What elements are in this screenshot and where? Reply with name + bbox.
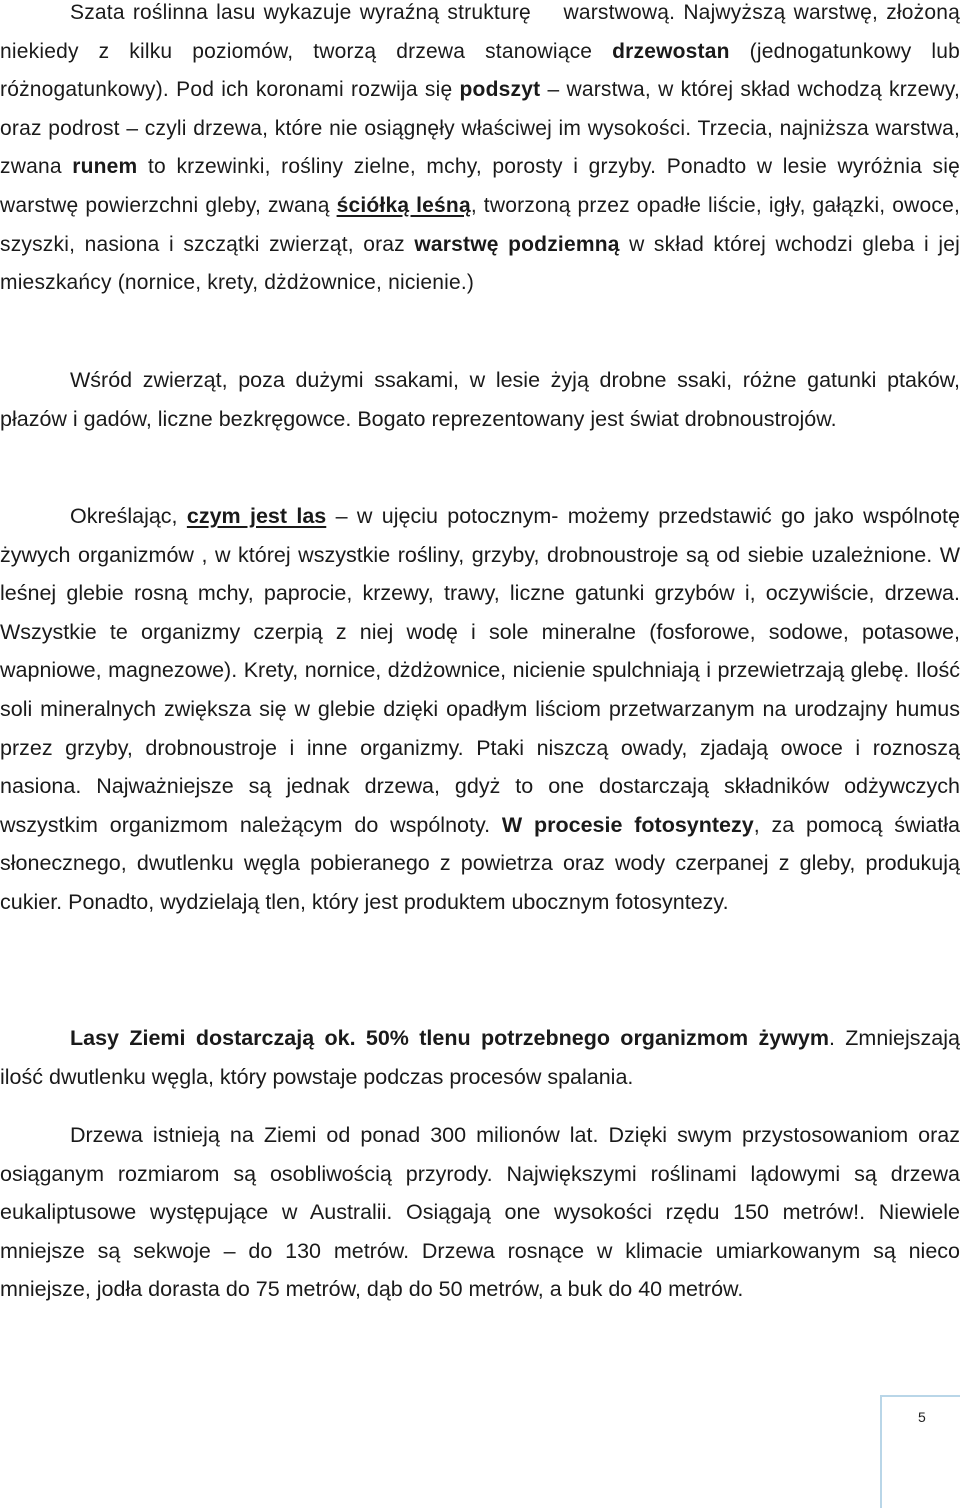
paragraph-trees <box>0 1116 960 1309</box>
term-drzewostan: drzewostan <box>612 39 730 63</box>
text-segment: – w ujęciu potocznym- możemy przedstawić go jako wspólnotę żywych organizmów , w której wszystkie rośliny, grzyby, drobnoustroje są od siebie uzależnione. W leśnej glebie rosną mchy, paprocie, krzewy, trawy, liczne gatunki grzybów i, oczywiście, drzewa. Wszystkie te organizmy czerpią z niej wodę i sole mineralne (fosforowe, sodowe, potasowe, wapniowe, magnezowe). Krety, nornice, dżdżownice, nicienie spulchniają i przewietrzają glebę. Ilość soli mineralnych zwiększa się w glebie dzięki opadłym liściom przetwarzanym na urodzajny humus przez grzyby, drobnoustroje i inne organizmy. Ptaki niszczą owady, zjadają owoce i roznoszą nasiona. Najważniejsze są jednak drzewa, gdyż to one dostarczają składników odżywczych wszystkim organizmom należącym do wspólnoty. <box>0 504 960 837</box>
paragraph-forest-layers <box>0 0 960 303</box>
text-segment: , za pomocą światła słonecznego, dwutlenku węgla pobieranego z powietrza oraz wody czerpanej z gleby, produkują cukier. Ponadto, wydzielają tlen, który jest produktem ubocznym fotosyntezy. <box>0 812 960 914</box>
text-segment: w skład której wchodzi gleba i jej mieszkańcy (nornice, krety, dżdżownice, nicienie.) <box>0 232 960 295</box>
paragraph-oxygen <box>0 1019 960 1096</box>
text-segment: Określając, <box>70 504 187 528</box>
text-segment: . Zmniejszają ilość dwutlenku węgla, który powstaje podczas procesów spalania. <box>0 1026 960 1089</box>
text-segment: to krzewinki, rośliny zielne, mchy, porosty i grzyby. Ponadto w lesie wyróżnia się warstwę powierzchni gleby, zwaną <box>0 155 960 217</box>
term-czym-jest-las: czym jest las <box>186 504 327 528</box>
text-segment: Drzewa istnieją na Ziemi od ponad 300 milionów lat. Dzięki swym przystosowaniom oraz osiąganym rozmiarom są osobliwością przyrody. Największymi roślinami lądowymi są drzewa eukaliptusowe występujące w Australii. Osiągają one wysokości rzędu 150 metrów!. Niewiele mniejsze są sekwoje – do 130 metrów. Drzewa rosnące w klimacie umiarkowanym są nieco mniejsze, jodła dorasta do 75 metrów, dąb do 50 metrów, a buk do 40 metrów. <box>0 1123 960 1302</box>
text-segment: – warstwa, w której skład wchodzą krzewy, oraz podrost – czyli drzewa, które nie osiągnęły właściwej im wysokości. Trzecia, najniższa warstwa, zwana <box>0 78 960 179</box>
page-number: 5 <box>918 1409 926 1425</box>
term-warstwa-podziemna: warstwę podziemną <box>414 232 620 256</box>
text-segment: , tworzoną przez opadłe liście, igły, gałązki, owoce, szyszki, nasiona i szczątki zwierząt, oraz <box>0 193 960 256</box>
term-sciolka-lesna: ściółką leśną <box>336 193 471 217</box>
term-runem: runem <box>72 155 138 179</box>
term-podszyt: podszyt <box>459 78 541 102</box>
term-fotosynteza: W procesie fotosyntezy <box>501 812 754 837</box>
text-segment: (jednogatunkowy lub różnogatunkowy). Pod ich koronami rozwija się <box>0 39 960 102</box>
paragraph-forest-community <box>0 497 960 922</box>
highlight-oxygen: Lasy Ziemi dostarczają ok. 50% tlenu potrzebnego organizmom żywym <box>70 1026 829 1050</box>
text-segment: Wśród zwierząt, poza dużymi ssakami, w lesie żyją drobne ssaki, różne gatunki ptaków, płazów i gadów, liczne bezkręgowce. Bogato reprezentowany jest świat drobnoustrojów. <box>0 368 960 431</box>
text-segment: Szata roślinna lasu wykazuje wyraźną strukturę warstwową. Najwyższą warstwę, złożoną niekiedy z kilku poziomów, tworzą drzewa stanowiące <box>0 1 960 63</box>
paragraph-animals <box>0 361 960 438</box>
